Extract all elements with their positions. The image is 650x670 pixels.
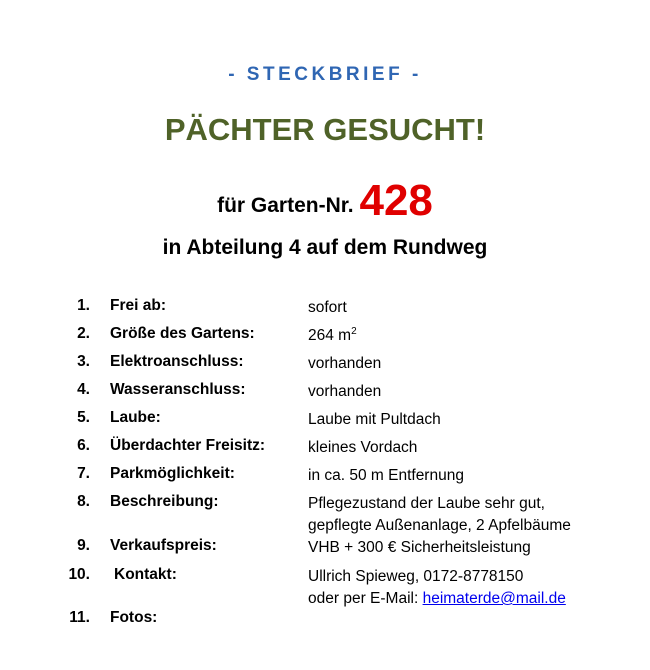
item-number: 1. bbox=[77, 297, 90, 314]
item-value: in ca. 50 m Entfernung bbox=[308, 467, 464, 484]
item-label: Laube: bbox=[110, 409, 161, 426]
item-number: 7. bbox=[77, 465, 90, 482]
garden-prefix: für Garten-Nr. bbox=[217, 194, 354, 217]
item-value-line1: Pflegezustand der Laube sehr gut, bbox=[308, 495, 545, 512]
item-value: vorhanden bbox=[308, 383, 382, 400]
page-title: PÄCHTER GESUCHT! bbox=[164, 112, 486, 147]
item-number: 6. bbox=[77, 437, 90, 454]
item-label: Verkaufspreis: bbox=[110, 537, 217, 554]
item-value-line1: Ullrich Spieweg, 0172-8778150 bbox=[308, 568, 524, 585]
item-number: 11. bbox=[69, 609, 90, 626]
item-value-line2: gepflegte Außenanlage, 2 Apfelbäume bbox=[308, 517, 571, 534]
item-label: Größe des Gartens: bbox=[110, 325, 255, 342]
item-number: 9. bbox=[77, 537, 90, 554]
subheadline: in Abteilung 4 auf dem Rundweg bbox=[162, 236, 488, 259]
item-number: 3. bbox=[77, 353, 90, 370]
item-number: 2. bbox=[77, 325, 90, 342]
email-link[interactable]: heimaterde@mail.de bbox=[422, 590, 566, 607]
item-value: vorhanden bbox=[308, 355, 382, 372]
item-label: Beschreibung: bbox=[110, 493, 219, 510]
garden-number-line bbox=[0, 176, 650, 226]
item-label: Elektroanschluss: bbox=[110, 353, 244, 370]
item-value bbox=[308, 325, 638, 347]
item-label: Parkmöglichkeit: bbox=[110, 465, 235, 482]
steckbrief-kicker: - STECKBRIEF - bbox=[228, 64, 422, 85]
superscript: 2 bbox=[351, 326, 357, 337]
item-value: kleines Vordach bbox=[308, 439, 418, 456]
garden-number: 428 bbox=[359, 176, 433, 225]
item-label: Kontakt: bbox=[114, 566, 177, 583]
item-value-line2: oder per E-Mail: bbox=[308, 590, 423, 607]
item-label: Fotos: bbox=[110, 609, 158, 626]
item-value: sofort bbox=[308, 299, 347, 316]
item-label: Überdachter Freisitz: bbox=[110, 437, 266, 454]
item-value-text: 264 m bbox=[308, 327, 352, 344]
item-number: 5. bbox=[77, 409, 90, 426]
item-label: Wasseranschluss: bbox=[110, 381, 246, 398]
item-value: VHB + 300 € Sicherheitsleistung bbox=[308, 539, 531, 556]
item-number: 10. bbox=[68, 566, 90, 583]
item-number: 4. bbox=[77, 381, 90, 398]
item-value bbox=[308, 493, 638, 537]
item-value bbox=[308, 566, 638, 610]
item-value: Laube mit Pultdach bbox=[308, 411, 441, 428]
item-label: Frei ab: bbox=[110, 297, 166, 314]
item-number: 8. bbox=[77, 493, 90, 510]
